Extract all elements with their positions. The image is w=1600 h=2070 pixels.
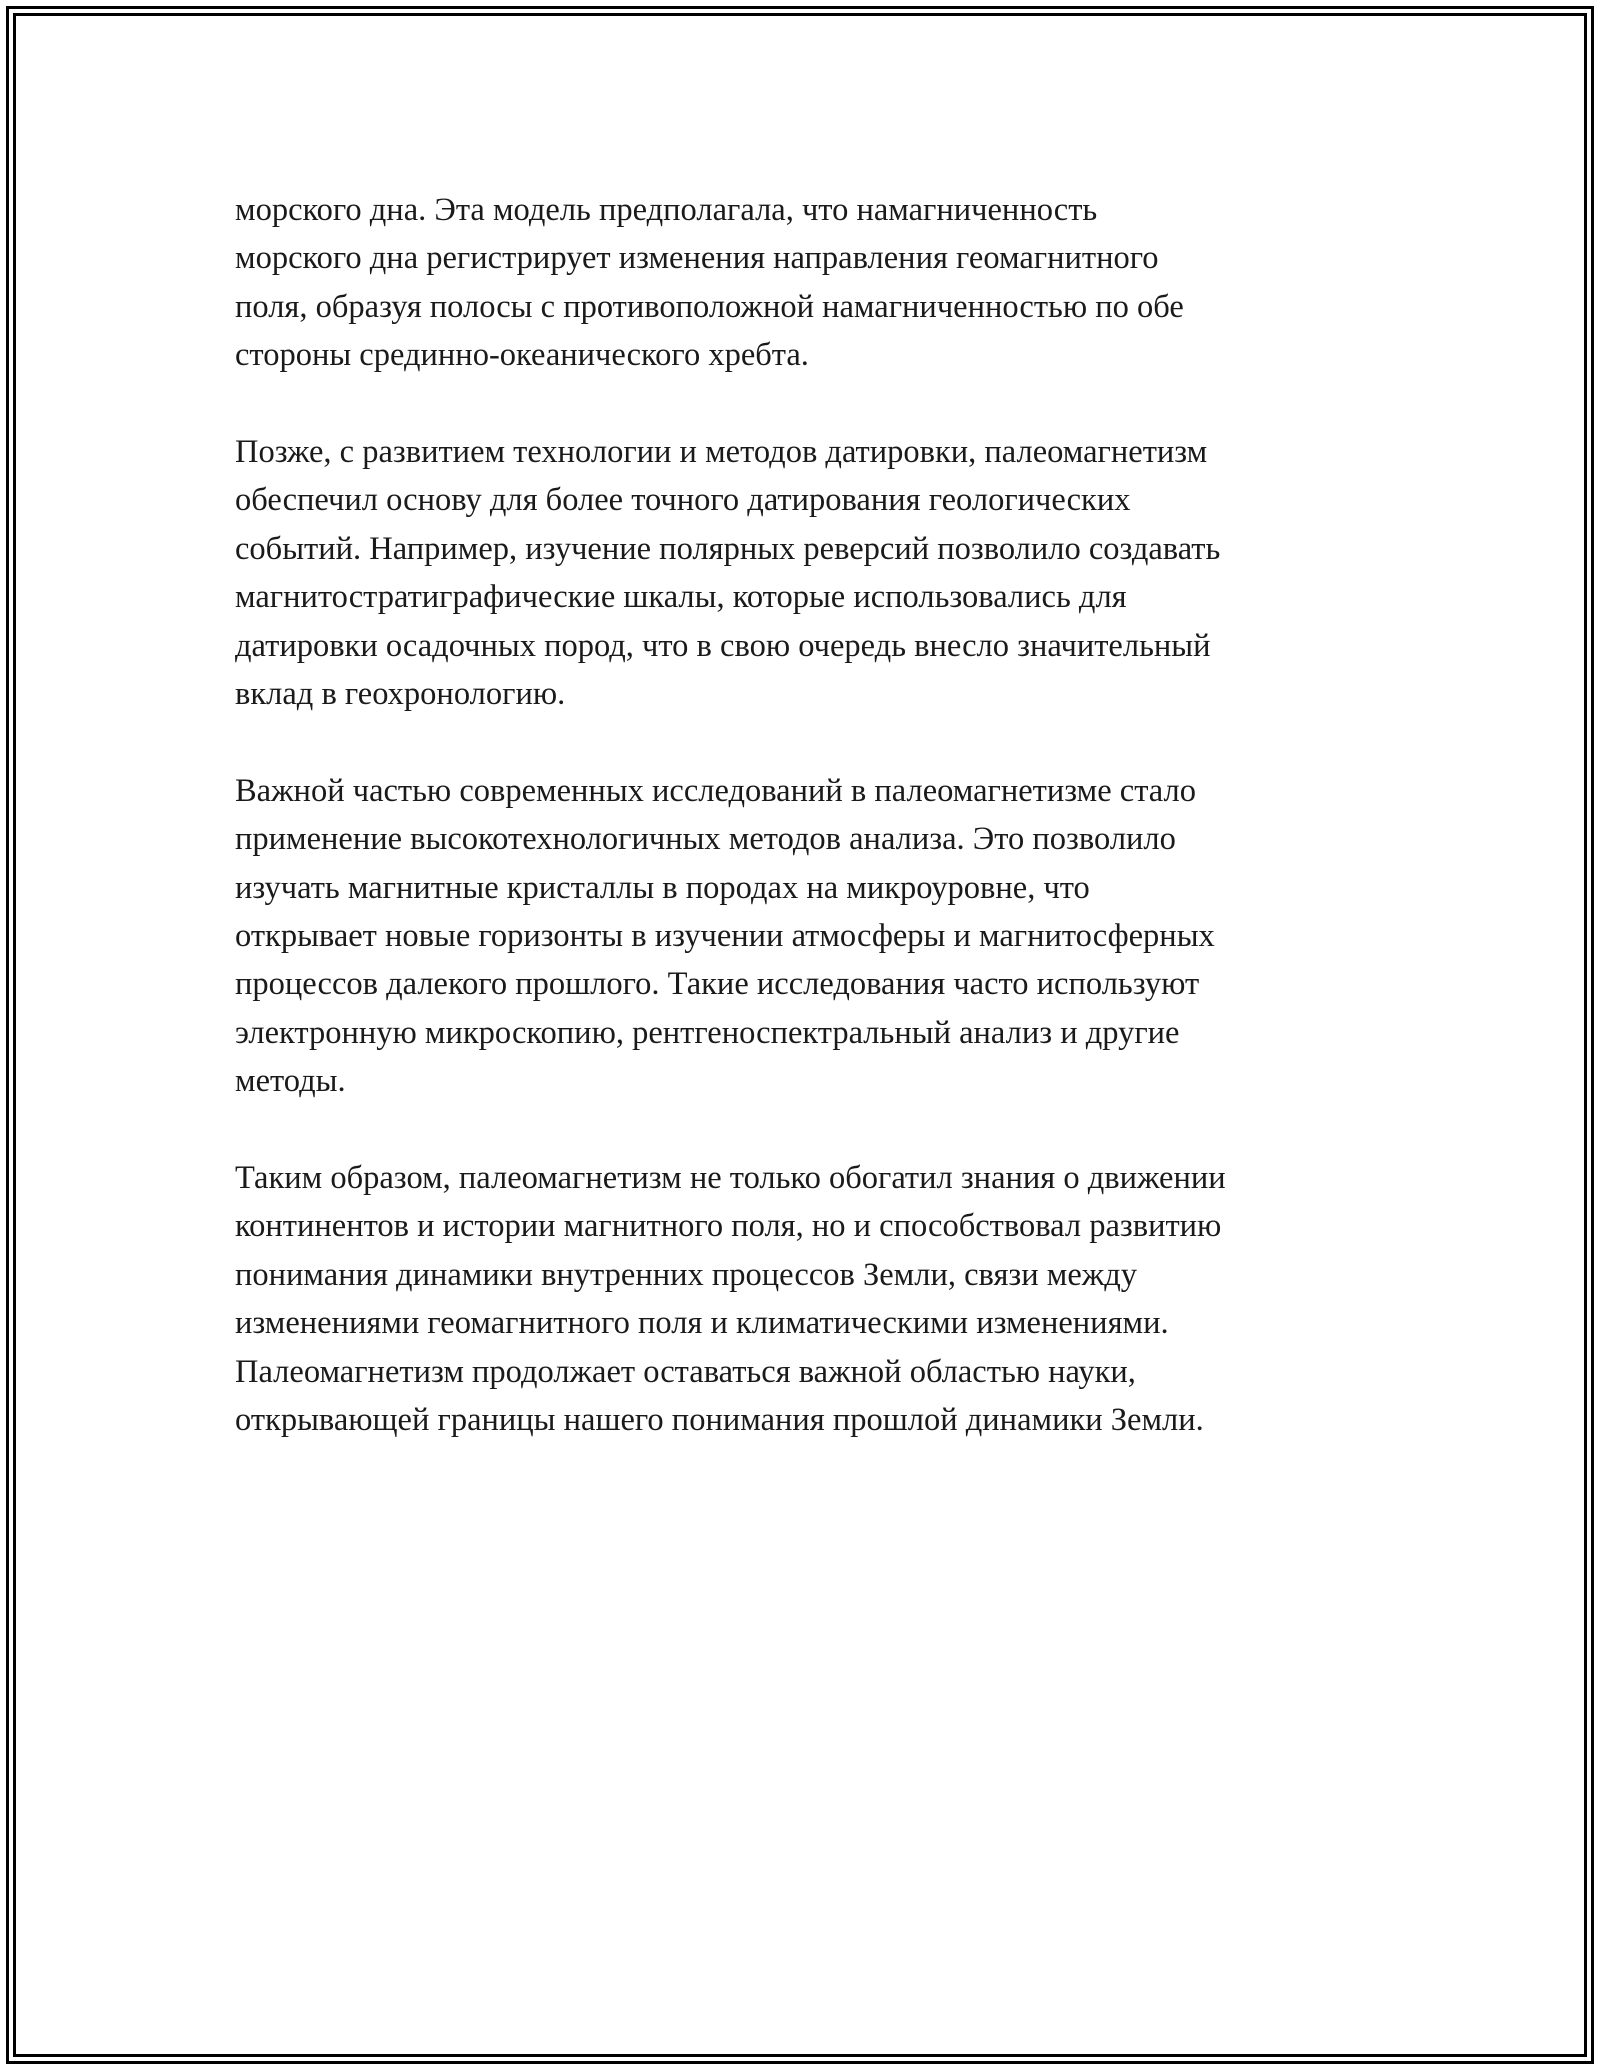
text-line: Таким образом, палеомагнетизм не только обогатил знания о движении bbox=[235, 1160, 1226, 1197]
text-line: изменениями геомагнитного поля и климатическими изменениями. bbox=[235, 1305, 1169, 1342]
text-line: стороны срединно-океанического хребта. bbox=[235, 337, 809, 374]
paragraph-3 bbox=[235, 767, 1385, 1106]
text-line: Палеомагнетизм продолжает оставаться важной областью науки, bbox=[235, 1353, 1136, 1390]
text-line: применение высокотехнологичных методов анализа. Это позволило bbox=[235, 821, 1176, 858]
text-line: открывающей границы нашего понимания прошлой динамики Земли. bbox=[235, 1402, 1204, 1439]
document-body bbox=[235, 186, 1385, 1493]
paragraph-2 bbox=[235, 428, 1385, 718]
text-line: датировки осадочных пород, что в свою очередь внесло значительный bbox=[235, 627, 1211, 664]
text-line: морского дна. Эта модель предполагала, что намагниченность bbox=[235, 192, 1098, 228]
text-line: морского дна регистрирует изменения направления геомагнитного bbox=[235, 240, 1159, 277]
text-line: открывает новые горизонты в изучении атмосферы и магнитосферных bbox=[235, 918, 1215, 955]
text-line: поля, образуя полосы с противоположной намагниченностью по обе bbox=[235, 288, 1184, 325]
text-line: понимания динамики внутренних процессов Земли, связи между bbox=[235, 1256, 1137, 1293]
text-line: Позже, с развитием технологии и методов датировки, палеомагнетизм bbox=[235, 434, 1208, 471]
text-line: электронную микроскопию, рентгеноспектральный анализ и другие bbox=[235, 1014, 1180, 1051]
text-line: событий. Например, изучение полярных реверсий позволило создавать bbox=[235, 530, 1221, 567]
text-line: методы. bbox=[235, 1063, 346, 1100]
text-line: континентов и истории магнитного поля, но и способствовал развитию bbox=[235, 1208, 1222, 1245]
text-line: изучать магнитные кристаллы в породах на микроуровне, что bbox=[235, 869, 1090, 906]
text-line: процессов далекого прошлого. Такие исследования часто используют bbox=[235, 966, 1200, 1003]
text-line: Важной частью современных исследований в палеомагнетизме стало bbox=[235, 772, 1196, 809]
paragraph-4 bbox=[235, 1154, 1385, 1444]
text-line: магнитостратиграфические шкалы, которые использовались для bbox=[235, 579, 1127, 616]
text-line: вклад в геохронологию. bbox=[235, 676, 566, 713]
text-line: обеспечил основу для более точного датирования геологических bbox=[235, 482, 1131, 519]
paragraph-1 bbox=[235, 186, 1385, 380]
